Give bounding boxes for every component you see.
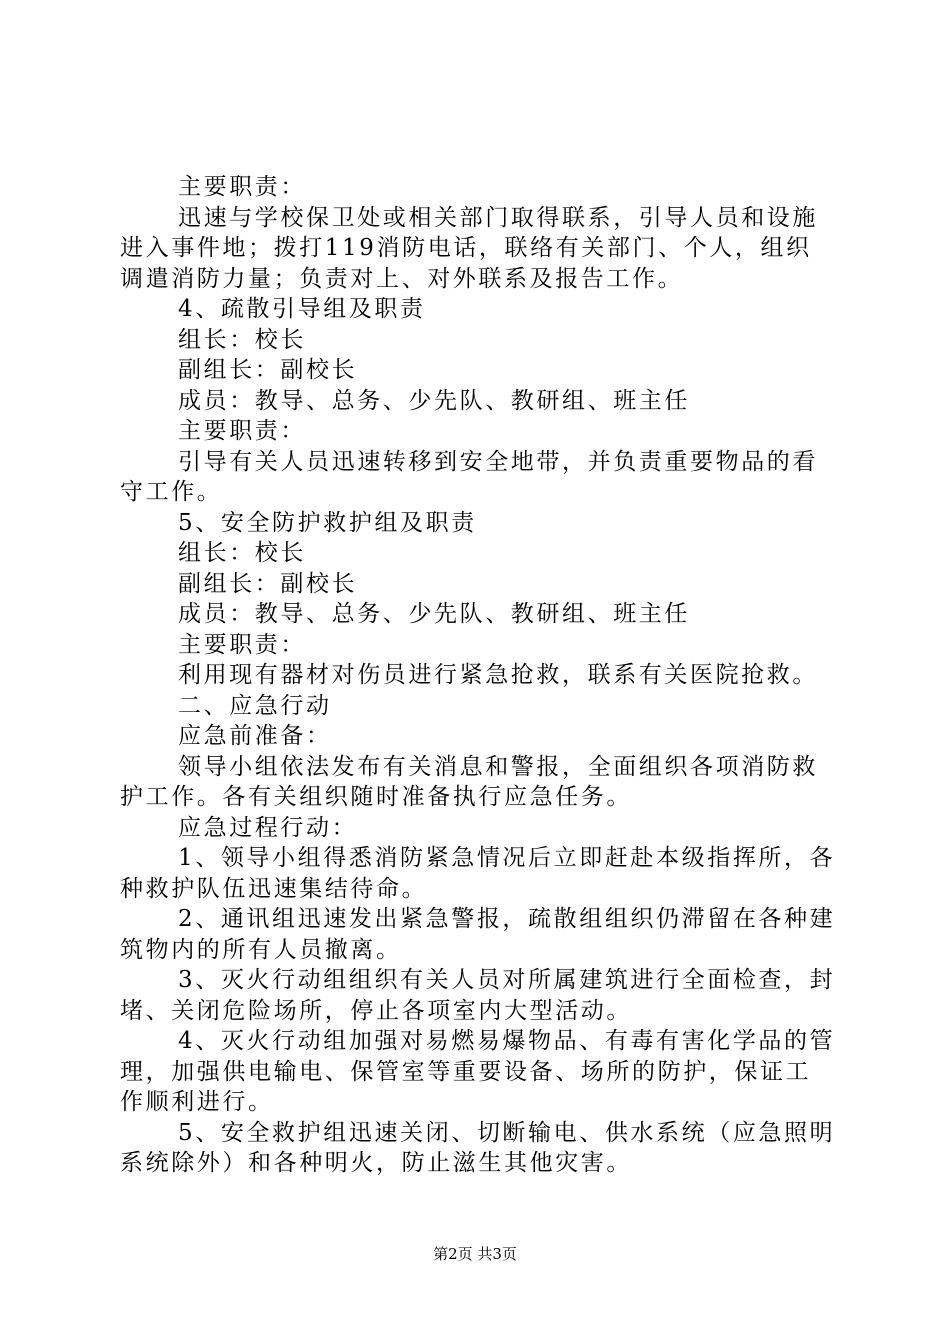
text-line: 二、应急行动	[178, 692, 332, 719]
text-line: 5、安全防护救护组及职责	[178, 509, 477, 536]
text-line: 护工作。各有关组织随时准备执行应急任务。	[120, 784, 632, 810]
text-line: 主要职责：	[178, 174, 306, 200]
text-line: 守工作。	[120, 479, 223, 505]
text-line: 组长：校长	[178, 326, 306, 353]
text-line: 应急过程行动：	[178, 814, 358, 841]
text-line: 领导小组依法发布有关消息和警报，全面组织各项消防救	[178, 753, 818, 780]
page-number: 第2页 共3页	[433, 1245, 517, 1263]
page-footer	[0, 1244, 950, 1264]
text-line: 1、领导小组得悉消防紧急情况后立即赶赴本级指挥所，各	[178, 845, 836, 871]
text-line: 系统除外）和各种明火，防止滋生其他灾害。	[120, 1150, 632, 1176]
text-line: 利用现有器材对伤员进行紧急抢救，联系有关医院抢救。	[178, 662, 818, 688]
text-line: 调遣消防力量；负责对上、对外联系及报告工作。	[120, 265, 684, 292]
text-line: 3、灭火行动组组织有关人员对所属建筑进行全面检查，封	[178, 967, 836, 993]
text-line: 种救护队伍迅速集结待命。	[120, 875, 428, 902]
text-line: 成员：教导、总务、少先队、教研组、班主任	[178, 601, 690, 627]
document-body	[120, 172, 836, 1179]
text-line: 4、疏散引导组及职责	[178, 296, 426, 322]
text-line: 作顺利进行。	[120, 1089, 274, 1115]
text-line: 应急前准备：	[178, 723, 332, 749]
text-line: 筑物内的所有人员撤离。	[120, 936, 402, 963]
text-line: 4、灭火行动组加强对易燃易爆物品、有毒有害化学品的管	[178, 1028, 836, 1054]
text-line: 2、通讯组迅速发出紧急警报，疏散组组织仍滞留在各种建	[178, 906, 836, 932]
text-line: 迅速与学校保卫处或相关部门取得联系，引导人员和设施	[178, 204, 818, 231]
text-line: 副组长：副校长	[178, 570, 358, 597]
text-line: 5、安全救护组迅速关闭、切断输电、供水系统（应急照明	[178, 1119, 836, 1146]
text-line: 主要职责：	[178, 418, 306, 444]
text-line: 理，加强供电输电、保管室等重要设备、场所的防护，保证工	[120, 1058, 812, 1085]
text-line: 堵、关闭危险场所，停止各项室内大型活动。	[120, 997, 632, 1024]
text-line: 引导有关人员迅速转移到安全地带，并负责重要物品的看	[178, 448, 818, 475]
text-line: 副组长：副校长	[178, 357, 358, 383]
text-line: 主要职责：	[178, 631, 306, 658]
text-line: 成员：教导、总务、少先队、教研组、班主任	[178, 387, 690, 414]
text-line: 进入事件地；拨打119消防电话，联络有关部门、个人，组织	[120, 235, 812, 261]
text-line: 组长：校长	[178, 540, 306, 566]
